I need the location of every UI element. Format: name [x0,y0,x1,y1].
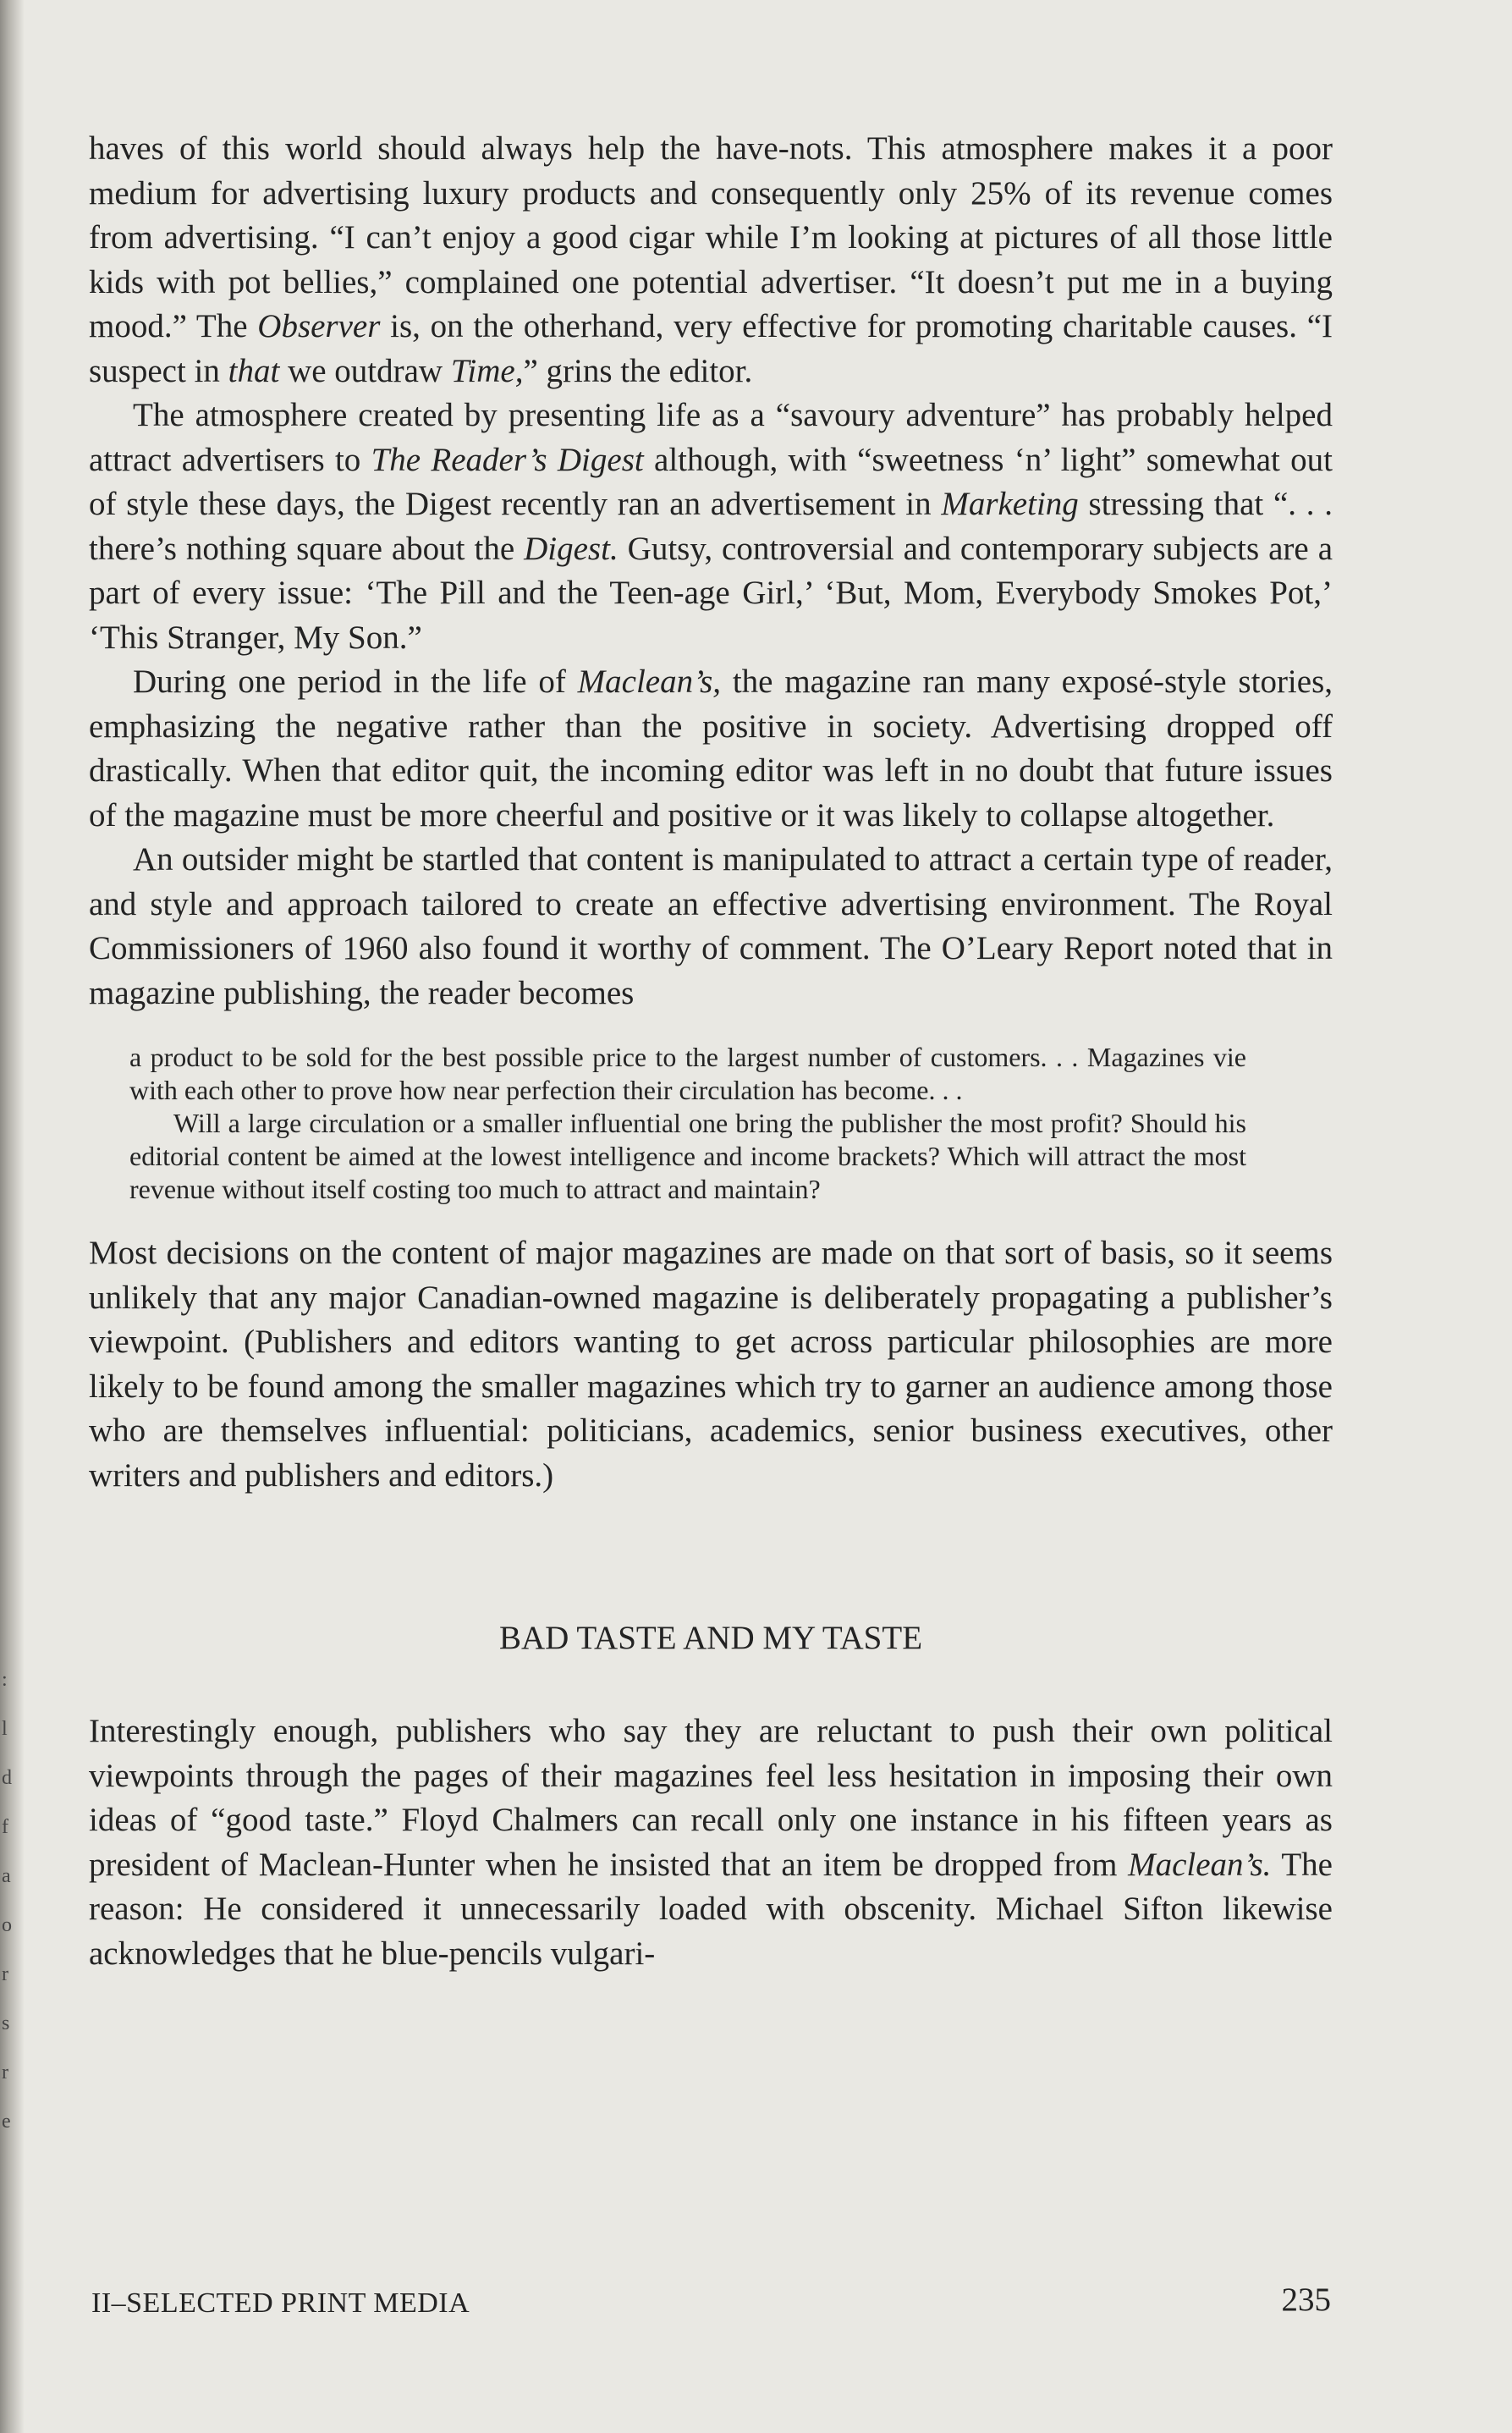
paragraphs-bottom [89,1709,1333,1976]
italic-title-text: Time, [450,352,524,389]
text-run: Most decisions on the content of major magazines are made on that sort of basis, so it seems unlikely that any major Canadian-owned magazine is deliberately propagating a publisher’s viewpoint. (Publishers and editors wanting to get across particular philosophies are more likely to be found among the smaller magazines which try to garner an audience among those who are themselves influential: politicians, academics, senior business executives, other writers and publishers and editors.) [89,1235,1333,1494]
text-run: we outdraw [279,352,451,389]
italic-title-text: that [228,352,280,389]
italic-title-text: Maclean’s, [577,663,722,700]
text-run: An outsider might be startled that content is manipulated to attract a certain type of reader, and style and approach tailored to create an effective advertising environment. The Royal Commissioners of 1960 also found it worthy of comment. The O’Leary Report noted that in magazine publishing, the reader becomes [89,841,1333,1011]
text-run: is, on the otherhand, very effective for promoting charitable causes. “I suspect in [89,308,1333,389]
section-heading: BAD TASTE AND MY TASTE [498,1620,923,1656]
text-run: stressing that “. . . there’s nothing square about the [89,486,1333,567]
italic-title-text: Maclean’s. [1128,1846,1272,1883]
text-run: Will a large circulation or a smaller influential one bring the publisher the most profit? Should his editorial content be aimed at the lowest intelligence and income brackets? Which will attract the most revenue without itself costing too much to attract and maintain? [129,1108,1246,1204]
paragraph [89,660,1333,838]
paragraph [89,838,1333,1016]
paragraph [89,127,1333,394]
text-run: a product to be sold for the best possible price to the largest number of customers. . . Magazines vie with each other to prove how near perfection their circulation has become. . . [129,1042,1246,1105]
text-run: The reason: He considered it unnecessarily loaded with obscenity. Michael Sifton likewise acknowledges that he blue-pencils vulgari- [89,1846,1333,1972]
italic-title-text: The Reader’s Digest [371,441,644,478]
text-run: Interestingly enough, publishers who say they are reluctant to push their own political viewpoints through the pages of their magazines feel less hesitation in imposing their own ideas of “good taste.” Floyd Chalmers can recall only one instance in his fifteen years as president of Maclean-Hunter when he insisted that an item be dropped from [89,1713,1333,1883]
text-run: Gutsy, controversial and contemporary subjects are a part of every issue: ‘The Pill and the Teen-age Girl,’ ‘But, Mom, Everybody Smokes Pot,’ ‘This Stranger, My Son.” [89,530,1333,656]
text-run: haves of this world should always help the have-nots. This atmosphere makes it a poor medium for advertising luxury products and consequently only 25% of its revenue comes from advertising. “I can’t enjoy a good cigar while I’m looking at pictures of all those little kids with pot bellies,” complained one potential advertiser. “It doesn’t put me in a buying mood.” The [89,130,1333,344]
text-run: During one period in the life of [133,663,578,700]
text-run: although, with “sweetness ‘n’ light” somewhat out of style these days, the Digest recently ran an advertisement in [89,441,1333,522]
running-footer-section: II–SELECTED PRINT MEDIA [91,2287,470,2319]
italic-title-text: Marketing [941,486,1079,522]
paragraphs-middle [89,1231,1333,1498]
italic-title-text: Digest. [524,530,619,567]
text-run: ” grins the editor. [523,352,753,389]
paragraph [129,1041,1246,1107]
italic-title-text: Observer [257,308,381,344]
page-number: 235 [1281,2282,1331,2318]
text-run: The atmosphere created by presenting life as a “savoury adventure” has probably helped attract advertisers to [89,397,1333,478]
block-quote-oleary-report [129,1041,1246,1206]
adjacent-page-edge-marks: : l d f a o r s r e [2,1669,12,2133]
paragraph [129,1107,1246,1206]
paragraph [89,1231,1333,1498]
page-body [89,127,1333,1976]
paragraph [89,1709,1333,1976]
paragraphs-top [89,127,1333,1016]
text-run: the magazine ran many exposé-style stories, emphasizing the negative rather than the positive in society. Advertising dropped off drastically. When that editor quit, the incoming editor was left in no doubt that future issues of the magazine must be more cheerful and positive or it was likely to collapse altogether. [89,663,1333,834]
paragraph [89,394,1333,660]
